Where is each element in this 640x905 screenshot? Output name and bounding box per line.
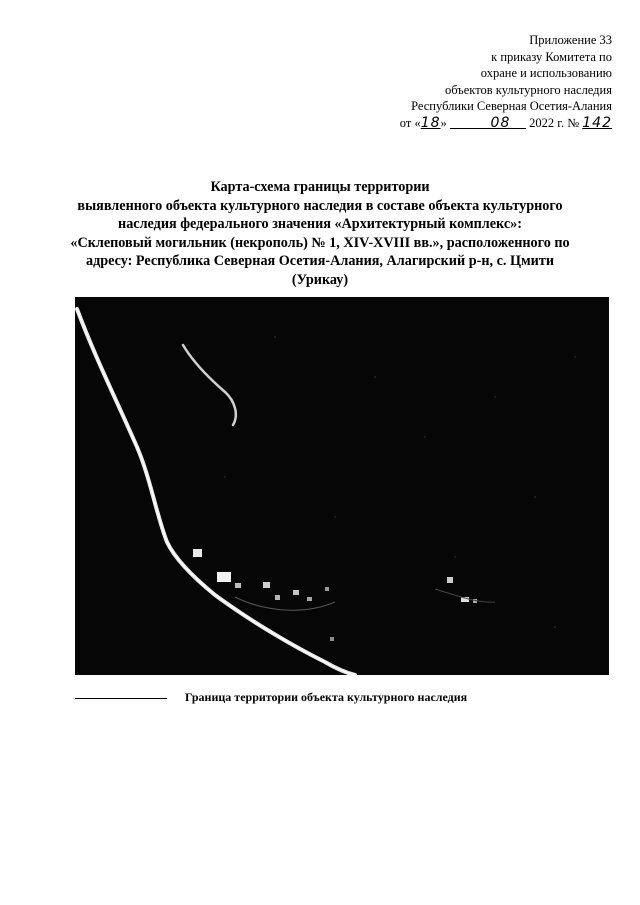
order-day: 18 [420,114,441,131]
order-number: 142 [582,114,612,131]
month-underline-left [450,116,491,130]
date-prefix: от « [399,115,421,130]
appendix-heritage-line: объектов культурного наследия [445,82,612,97]
year-label: 2022 г. № [525,115,583,130]
satellite-map-image [75,297,609,675]
building [447,577,453,583]
appendix-header [312,32,612,131]
appendix-number: Приложение 33 [529,33,612,47]
building [307,597,312,601]
building [293,590,299,595]
map-legend [75,690,615,710]
building [235,583,241,588]
building [325,587,329,591]
title-line-5: адресу: Республика Северная Осетия-Алания, Алагирский р-н, с. Цмити [85,253,554,270]
map-background [75,297,609,675]
order-month: 08 [490,114,511,131]
appendix-republic-line: Республики Северная Осетия-Алания [411,99,612,113]
legend-label: Граница территории объекта культурного наследия [185,690,468,704]
building [330,637,334,641]
order-date-line [312,115,612,132]
appendix-order-line: к приказу Комитета по [491,49,612,64]
building [217,572,231,582]
appendix-committee-line: охране и использованию [480,66,612,80]
boundary-line-symbol [75,698,167,699]
map-drawing [75,297,609,675]
building [193,549,202,557]
title-line-2: выявленного объекта культурного наследия в составе объекта культурного [77,197,563,214]
title-line-1: Карта-схема границы территории [210,179,430,195]
month-underline-right [510,116,526,130]
building [263,582,270,588]
title-line-4: «Склеповый могильник (некрополь) № 1, XIV-XVIII вв.», расположенного по [70,234,570,251]
building [275,595,280,600]
document-title [40,178,600,290]
title-line-6: (Урикау) [291,271,349,288]
title-line-3: наследия федерального значения «Архитектурный комплекс»: [118,216,522,233]
date-mid: » [440,115,450,130]
